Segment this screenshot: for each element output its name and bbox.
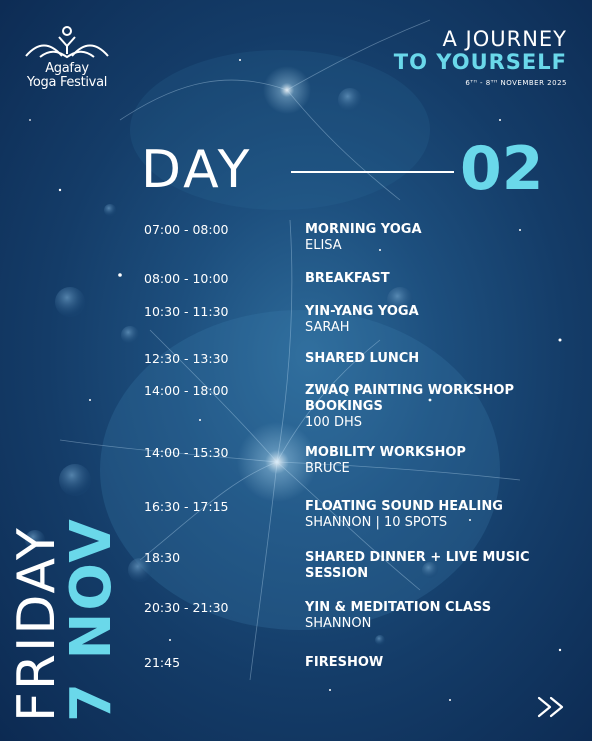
session-title: FLOATING SOUND HEALING: [305, 499, 503, 514]
session-title: FIRESHOW: [305, 655, 384, 670]
weekday-label: FRIDAY: [7, 526, 67, 722]
tagline: [394, 28, 567, 87]
session-detail: SHANNON | 10 SPOTS: [305, 515, 448, 530]
session-title: SHARED LUNCH: [305, 351, 420, 366]
session-time: 20:30 - 21:30: [144, 600, 229, 615]
session-time: 14:00 - 15:30: [144, 445, 229, 460]
session-detail: BRUCE: [305, 461, 350, 476]
day-number: 02: [460, 134, 544, 204]
tagline-line-1: A JOURNEY: [442, 27, 567, 51]
tagline-line-2: TO YOURSELF: [393, 50, 567, 74]
date-label: 7 NOV: [59, 517, 124, 722]
session-detail: SARAH: [305, 320, 350, 335]
logo-line-1: Agafay: [45, 61, 89, 76]
logo-line-2: Yoga Festival: [26, 75, 108, 90]
session-time: 14:00 - 18:00: [144, 383, 229, 398]
session-title: SHARED DINNER + LIVE MUSIC SESSION: [305, 550, 530, 581]
session-time: 21:45: [144, 655, 181, 670]
lotus-figure-icon: [24, 24, 110, 62]
session-title: MORNING YOGA: [305, 222, 422, 237]
session-time: 18:30: [144, 550, 181, 565]
session-title: ZWAQ PAINTING WORKSHOP BOOKINGS: [305, 383, 515, 414]
weekday-date-vertical: [7, 517, 124, 722]
festival-logo: [16, 24, 118, 90]
session-title: MOBILITY WORKSHOP: [305, 445, 466, 460]
session-time: 07:00 - 08:00: [144, 222, 229, 237]
session-title: YIN & MEDITATION CLASS: [305, 600, 492, 615]
day-divider: [291, 171, 454, 173]
session-time: 08:00 - 10:00: [144, 271, 229, 286]
session-time: 12:30 - 13:30: [144, 351, 229, 366]
next-page-button[interactable]: [536, 694, 568, 720]
session-title: BREAKFAST: [305, 271, 390, 286]
session-time: 16:30 - 17:15: [144, 499, 229, 514]
session-detail: 100 DHS: [305, 415, 362, 430]
session-detail: ELISA: [305, 238, 342, 253]
session-detail: SHANNON: [305, 616, 372, 631]
session-title: YIN-YANG YOGA: [305, 304, 419, 319]
festival-dates: 6ᵀᴴ - 8ᵀᴴ NOVEMBER 2025: [465, 79, 567, 87]
session-time: 10:30 - 11:30: [144, 304, 229, 319]
day-label: DAY: [141, 140, 253, 200]
double-chevron-right-icon: [536, 694, 568, 720]
